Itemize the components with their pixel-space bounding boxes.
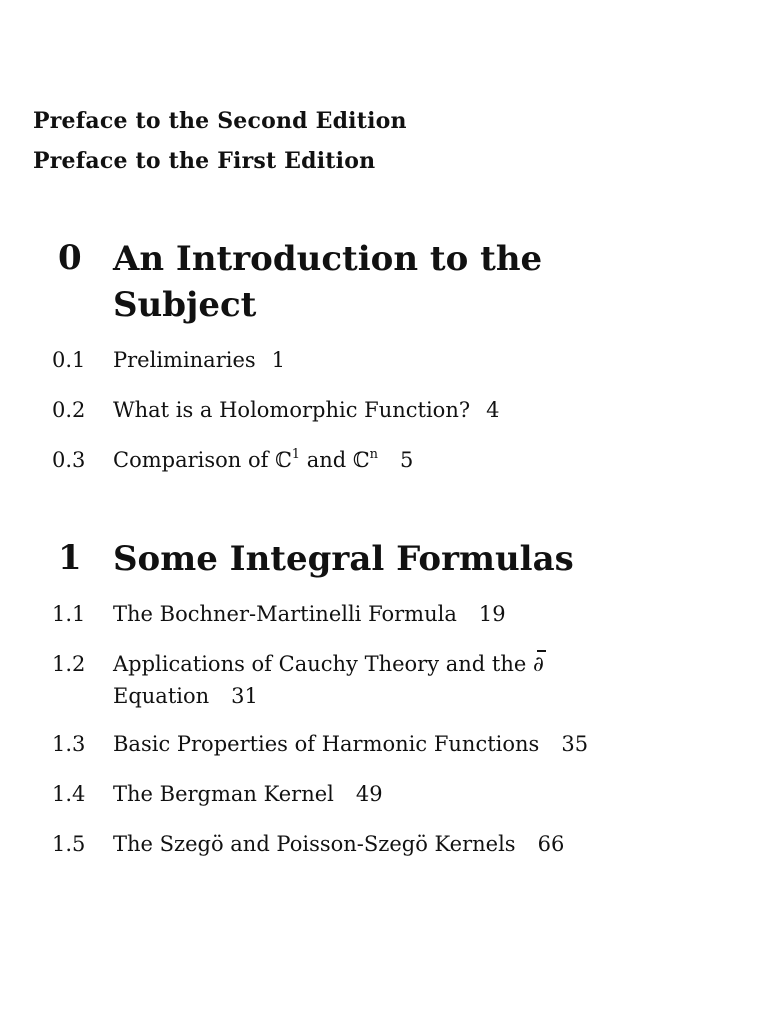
section-1-2-title-line1: Applications of Cauchy Theory and the: [113, 652, 533, 676]
chapter-0-title-line1: An Introduction to the: [113, 239, 543, 279]
section-1-5-title: The Szegö and Poisson-Szegö Kernels: [113, 832, 516, 856]
section-0-3-page: 5: [400, 448, 414, 472]
section-1-3-page: 35: [561, 732, 589, 756]
chapter-0-title-line2: Subject: [113, 285, 257, 325]
section-0-3-title-mid: and: [300, 448, 353, 472]
section-0-3-sup2: n: [369, 447, 378, 462]
section-0-3-entry[interactable]: [113, 444, 413, 476]
section-0-2-entry[interactable]: [113, 394, 499, 426]
section-0-3-sup1: 1: [291, 447, 301, 462]
section-1-2-number: 1.2: [52, 652, 86, 676]
section-1-5-entry[interactable]: [113, 828, 564, 860]
dbar-symbol: ∂: [533, 648, 544, 680]
section-0-1-title: Preliminaries: [113, 348, 256, 372]
section-1-1-entry[interactable]: [113, 598, 506, 630]
preface-first-edition[interactable]: Preface to the First Edition: [33, 148, 376, 174]
section-1-2-title-line2: Equation: [113, 684, 210, 708]
section-1-5-number: 1.5: [52, 832, 86, 856]
complex-plane-symbol: ℂ: [275, 448, 292, 472]
section-1-2-entry[interactable]: [113, 648, 544, 712]
section-1-3-entry[interactable]: [113, 728, 588, 760]
section-1-4-entry[interactable]: [113, 778, 383, 810]
chapter-0-title[interactable]: [113, 236, 633, 328]
section-1-1-page: 19: [478, 602, 506, 626]
chapter-1-title[interactable]: Some Integral Formulas: [113, 539, 574, 579]
section-1-4-number: 1.4: [52, 782, 86, 806]
section-1-1-title: The Bochner-Martinelli Formula: [113, 602, 457, 626]
section-0-1-entry[interactable]: [113, 344, 285, 376]
section-1-5-page: 66: [537, 832, 565, 856]
section-0-3-number: 0.3: [52, 448, 86, 472]
section-1-2-page: 31: [231, 684, 258, 708]
section-0-1-number: 0.1: [52, 348, 86, 372]
section-1-4-title: The Bergman Kernel: [113, 782, 334, 806]
section-1-3-number: 1.3: [52, 732, 86, 756]
section-0-2-page: 4: [486, 398, 500, 422]
section-1-4-page: 49: [355, 782, 383, 806]
section-0-2-number: 0.2: [52, 398, 86, 422]
preface-second-edition[interactable]: Preface to the Second Edition: [33, 108, 407, 134]
section-1-1-number: 1.1: [52, 602, 86, 626]
section-1-3-title: Basic Properties of Harmonic Functions: [113, 732, 540, 756]
section-0-1-page: 1: [271, 348, 286, 372]
chapter-0-number: 0: [58, 238, 82, 278]
section-0-3-title-prefix: Comparison of: [113, 448, 276, 472]
complex-plane-symbol-2: ℂ: [352, 448, 370, 472]
chapter-1-number: 1: [58, 538, 82, 578]
section-0-2-title: What is a Holomorphic Function?: [113, 398, 471, 422]
